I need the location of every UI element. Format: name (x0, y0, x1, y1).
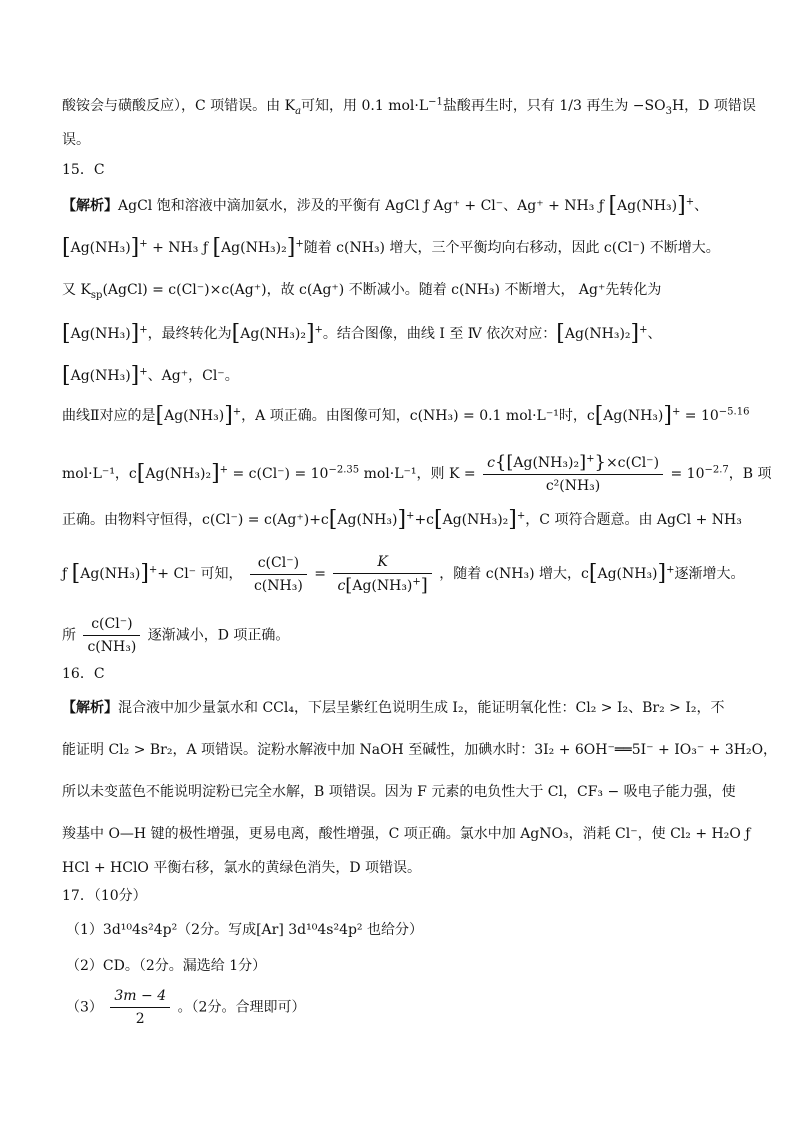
text-line: 【解析】混合液中加少量氯水和 CCl₄，下层呈紫红色说明生成 I₂，能证明氧化性：Cl₂ > I₂、Br₂ > I₂，不 (62, 700, 725, 716)
text-line: HCl + HClO 平衡右移，氯水的黄绿色消失，D 项错误。 (62, 860, 422, 876)
ratio-fraction: $\frac{c(Cl^-)}{\text{c(NH₃)}}$ (250, 553, 307, 596)
answer-line: （1）3d¹⁰4s²4p²（2分。写成[Ar] 3d¹⁰4s²4p² 也给分） (66, 922, 423, 938)
text-line: [Ag(NH₃)]+，最终转化为[Ag(NH₃)₂]+。结合图像，曲线 Ⅰ 至 Ⅳ 依次对应：[Ag(NH₃)₂]+、 (62, 321, 662, 346)
text-line: 能证明 Cl₂ > Br₂，A 项错误。淀粉水解液中加 NaOH 至碱性，加碘水时：3I₂ + 6OH⁻══5I⁻ + IO₃⁻ + 3H₂O， (62, 742, 778, 758)
text-line: ƒ [Ag(NH₃)]++ Cl⁻ 可知， $\frac{c(Cl^-)}{\text{c(NH₃)}}$ = $\frac{K}{c[Ag(NH_3)^+]}$ ，随着 c(NH₃) 增大，c[Ag(NH₃)]+逐渐增大。 (62, 554, 745, 596)
answer-fraction: $\frac{3m - 4}{2}$ (110, 986, 170, 1029)
text-line: 酸铵会与磺酸反应），C 项错误。由 $K_a$可知，用 0.1 $mol\cdot L^{-1}$盐酸再生时，只有 1/3 再生为 $-SO_3H$，D 项错误 (62, 96, 756, 117)
text-line: 正确。由物料守恒得，c(Cl⁻) = c(Ag⁺)+c[Ag(NH₃)]++c[Ag(NH₃)₂]+，C 项符合题意。由 AgCl + NH₃ (62, 507, 742, 532)
question-number: 16．C (62, 666, 105, 682)
text-line: [Ag(NH₃)]+、Ag⁺，Cl⁻。 (62, 363, 239, 388)
text-line: 【解析】AgCl 饱和溶液中滴加氨水，涉及的平衡有 AgCl ƒ Ag⁺ + Cl⁻、Ag⁺ + NH₃ ƒ [Ag(NH₃)]+、 (62, 193, 709, 218)
equilibrium-constant-fraction: $\frac{c\{[Ag(NH_3)_2]^+\}\times c(Cl^-)}{\text{c²(NH₃)}}$ (483, 452, 663, 496)
text-line: 所 $\frac{c(Cl^-)}{\text{c(NH₃)}}$ 逐渐减小，D 项正确。 (62, 616, 290, 655)
answer-line: （2）CD。（2分。漏选给 1分） (66, 958, 267, 974)
text-line: 曲线Ⅱ对应的是[Ag(NH₃)]+，A 项正确。由图像可知，c(NH₃) = 0.1 mol·L⁻¹时，$c[Ag(NH_3)]^+ = 10^{-5.16}$ (62, 403, 750, 428)
question-number: 17．（10分） (62, 888, 147, 904)
ratio-fraction: $\frac{c(Cl^-)}{\text{c(NH₃)}}$ (83, 614, 140, 657)
text-line: 误。 (62, 132, 90, 148)
text-line: mol·L⁻¹，$c[Ag(NH_3)_2]^+ = c(Cl^-) = 10^{-2.35}$ mol·L⁻¹，则 K = $\frac{c\{[Ag(NH_3)_2]^+\}\times c(Cl^-)}{\text{c²(NH₃)}}$ = $10^{-2.7}$，B 项 (62, 452, 772, 494)
question-number: 15．C (62, 162, 105, 178)
text-line: 又 $K_{sp}(AgCl) = c(Cl^-)\times c(Ag^+)$，故 c(Ag⁺) 不断减小。随着 c(NH₃) 不断增大， Ag⁺先转化为 (62, 282, 662, 301)
answer-line: （3） $\frac{3m - 4}{2}$ 。（2分。合理即可） (66, 988, 306, 1027)
text-line: 羧基中 O—H 键的极性增强，更易电离，酸性增强，C 项正确。氯水中加 AgNO₃，消耗 Cl⁻，使 Cl₂ + H₂O ƒ (62, 826, 751, 842)
text-line: [Ag(NH₃)]+ + NH₃ ƒ [Ag(NH₃)₂]+随着 c(NH₃) 增大，三个平衡均向右移动，因此 c(Cl⁻) 不断增大。 (62, 235, 720, 260)
ratio-fraction-k: $\frac{K}{c[Ag(NH_3)^+]}$ (333, 552, 431, 596)
text-line: 所以未变蓝色不能说明淀粉已完全水解，B 项错误。因为 F 元素的电负性大于 Cl，CF₃ − 吸电子能力强，使 (62, 784, 736, 800)
